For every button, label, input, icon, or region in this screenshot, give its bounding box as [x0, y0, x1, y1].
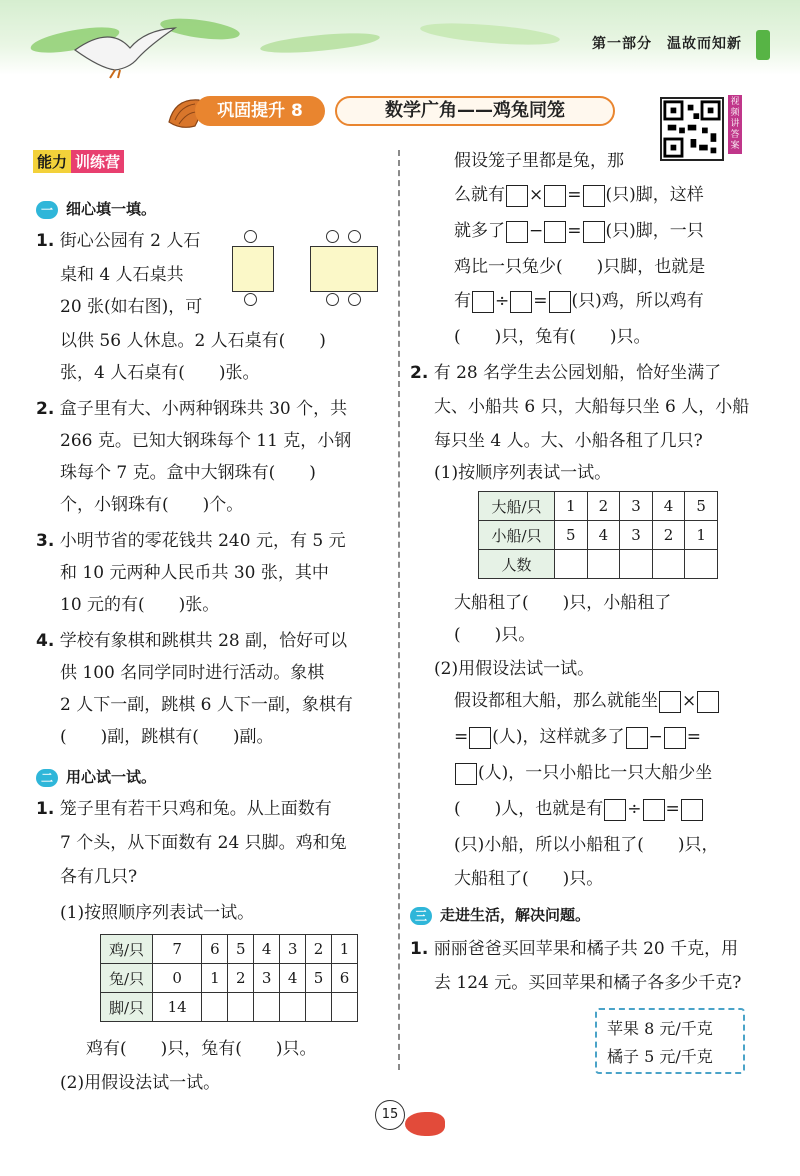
section-two-heading	[36, 766, 156, 787]
table-cell: 2	[228, 964, 254, 993]
header-accent-bar	[756, 30, 770, 60]
table-cell: 2	[587, 492, 620, 521]
answer-box[interactable]	[643, 799, 665, 821]
question-number: 2.	[410, 363, 429, 383]
stool	[244, 230, 257, 243]
table-row	[101, 935, 358, 964]
table-cell: 4	[652, 492, 685, 521]
equation-line	[454, 690, 720, 713]
answer-line: 大船租了( )只。	[454, 869, 604, 889]
equation-line	[454, 726, 701, 749]
question-text: 街心公园有 2 人石	[59, 231, 201, 251]
answer-box[interactable]	[664, 727, 686, 749]
answer-line: ( )只，兔有( )只。	[454, 327, 651, 347]
question-line	[36, 398, 347, 420]
answer-box[interactable]	[604, 799, 626, 821]
question-line: 张，4 人石桌有( )张。	[60, 363, 260, 383]
question-line: 20 张(如右图)，可	[60, 297, 203, 317]
section-three-heading	[410, 904, 590, 925]
question-text: 小明节省的零花钱共 240 元，有 5 元	[59, 531, 346, 551]
table-cell: 5	[685, 492, 718, 521]
question-number: 2.	[36, 399, 55, 419]
equation-text: (人)，这样就多了	[492, 727, 625, 747]
operator: ÷	[627, 799, 642, 819]
operator: −	[648, 727, 663, 747]
table-cell: 4	[254, 935, 280, 964]
price-tag	[595, 1008, 745, 1074]
table-cell: 4	[587, 521, 620, 550]
row-header: 人数	[479, 550, 555, 579]
question-line	[36, 630, 347, 652]
question-line: 7 个头，从下面数有 24 只脚。鸡和兔	[60, 833, 347, 853]
question-line: 假设笼子里都是兔，那	[454, 151, 624, 171]
equation-line	[454, 220, 704, 243]
answer-box[interactable]	[626, 727, 648, 749]
question-number: 1.	[36, 799, 55, 819]
table-cell: 6	[332, 964, 358, 993]
sub-question: (2)用假设法试一试。	[60, 1073, 221, 1093]
table-cell: 0	[153, 964, 202, 993]
answer-box[interactable]	[549, 291, 571, 313]
table-cell: 6	[202, 935, 228, 964]
table-cell: 5	[306, 964, 332, 993]
table-cell: 1	[555, 492, 588, 521]
table-cell: 3	[620, 521, 653, 550]
equation-text: 假设都租大船，那么就能坐	[454, 691, 658, 711]
question-line: 个，小钢珠有( )个。	[60, 495, 244, 515]
table-row	[479, 521, 718, 550]
question-line: 2 人下一副，跳棋 6 人下一副，象棋有	[60, 695, 353, 715]
table-cell: 1	[685, 521, 718, 550]
answer-box[interactable]	[455, 763, 477, 785]
ability-label-b: 训练营	[71, 150, 124, 173]
table-cell: 3	[280, 935, 306, 964]
stool	[348, 230, 361, 243]
operator: ×	[682, 691, 697, 711]
question-line: 和 10 元两种人民币共 30 张，其中	[60, 563, 329, 583]
table-cell: 3	[254, 964, 280, 993]
answer-box[interactable]	[681, 799, 703, 821]
question-line: 每只坐 4 人。大、小船各租了几只?	[434, 431, 703, 451]
equation-line	[454, 762, 712, 785]
question-text: 丽丽爸爸买回苹果和橘子共 20 千克，用	[433, 939, 739, 959]
operator: −	[529, 221, 544, 241]
answer-box[interactable]	[544, 185, 566, 207]
question-number: 3.	[36, 531, 55, 551]
table-cell: 5	[228, 935, 254, 964]
answer-cell[interactable]	[306, 993, 332, 1022]
section-badge: 二	[36, 769, 58, 787]
section-tag: 第一部分 温故而知新	[592, 36, 742, 52]
section-label: 细心填一填。	[66, 200, 157, 218]
question-number: 1.	[410, 939, 429, 959]
orange-price: 橘子 5 元/千克	[607, 1047, 713, 1066]
answer-line: 大船租了( )只，小船租了	[454, 593, 672, 613]
answer-line: 鸡有( )只，兔有( )只。	[86, 1039, 317, 1059]
section-badge: 三	[410, 907, 432, 925]
equation-text: (只)脚，这样	[605, 185, 704, 205]
answer-cell[interactable]	[685, 550, 718, 579]
equation-line	[454, 798, 704, 821]
fish-icon	[405, 1112, 445, 1136]
question-line: 桌和 4 人石桌共	[60, 265, 184, 285]
question-line: 供 100 名同学同时进行活动。象棋	[60, 663, 325, 683]
operator: =	[686, 727, 702, 747]
question-text: 有 28 名学生去公园划船，恰好坐满了	[433, 363, 722, 383]
sub-question: (2)用假设法试一试。	[434, 659, 595, 679]
equation-text: 就多了	[454, 221, 505, 241]
section-badge: 一	[36, 201, 58, 219]
table-cell: 7	[153, 935, 202, 964]
lesson-title	[165, 92, 620, 132]
question-line	[410, 938, 738, 960]
boat-table	[478, 491, 718, 579]
answer-cell[interactable]	[280, 993, 306, 1022]
lesson-number: 巩固提升 8	[195, 96, 325, 126]
question-number: 4.	[36, 631, 55, 651]
question-text: 盒子里有大、小两种钢珠共 30 个，共	[59, 399, 348, 419]
section-label: 用心试一试。	[66, 768, 157, 786]
answer-box[interactable]	[472, 291, 494, 313]
row-header: 小船/只	[479, 521, 555, 550]
answer-box[interactable]	[697, 691, 719, 713]
apple-price: 苹果 8 元/千克	[607, 1019, 713, 1038]
answer-cell[interactable]	[332, 993, 358, 1022]
question-number: 1.	[36, 231, 55, 251]
stool	[326, 293, 339, 306]
sub-question: (1)按顺序列表试一试。	[434, 463, 612, 483]
table-cell: 1	[332, 935, 358, 964]
table-cell: 5	[555, 521, 588, 550]
question-text: 学校有象棋和跳棋共 28 副，恰好可以	[59, 631, 348, 651]
answer-box[interactable]	[659, 691, 681, 713]
answer-cell[interactable]	[228, 993, 254, 1022]
four-person-table	[310, 246, 378, 292]
equation-text: (人)，一只小船比一只大船少坐	[478, 763, 713, 783]
question-line	[36, 798, 332, 820]
question-line: 各有几只?	[60, 867, 138, 887]
question-line: 鸡比一只兔少( )只脚，也就是	[454, 257, 706, 277]
table-row	[479, 492, 718, 521]
answer-line: (只)小船，所以小船租了( )只，	[454, 835, 719, 855]
row-header: 大船/只	[479, 492, 555, 521]
operator: =	[567, 221, 582, 241]
leaf-decoration	[419, 18, 560, 51]
question-line: ( )副，跳棋有( )副。	[60, 727, 274, 747]
question-line: 10 元的有( )张。	[60, 595, 220, 615]
stool	[244, 293, 257, 306]
answer-box[interactable]	[506, 185, 528, 207]
stool	[348, 293, 361, 306]
row-header: 兔/只	[101, 964, 153, 993]
table-cell: 4	[280, 964, 306, 993]
question-line: 大、小船共 6 只，大船每只坐 6 人，小船	[434, 397, 750, 417]
question-line: 去 124 元。买回苹果和橘子各多少千克?	[434, 973, 742, 993]
ability-label-a: 能力	[33, 150, 71, 173]
operator: =	[454, 727, 469, 747]
equation-text: 么就有	[454, 185, 505, 205]
operator: =	[533, 291, 548, 311]
operator: =	[665, 799, 680, 819]
answer-box[interactable]	[469, 727, 491, 749]
answer-box[interactable]	[583, 221, 605, 243]
page-number: 15	[375, 1100, 405, 1130]
answer-box[interactable]	[506, 221, 528, 243]
answer-box[interactable]	[510, 291, 532, 313]
question-line	[410, 362, 721, 384]
sub-question: (1)按照顺序列表试一试。	[60, 903, 255, 923]
section-label: 走进生活，解决问题。	[440, 906, 591, 924]
equation-text: (只)脚，一只	[605, 221, 704, 241]
row-header: 脚/只	[101, 993, 153, 1022]
equation-text: (只)鸡，所以鸡有	[571, 291, 704, 311]
lesson-topic: 数学广角——鸡兔同笼	[335, 96, 615, 126]
seagull-icon	[70, 20, 180, 80]
row-header: 鸡/只	[101, 935, 153, 964]
table-cell: 2	[652, 521, 685, 550]
question-line: 以供 56 人休息。2 人石桌有( )	[60, 331, 326, 351]
question-text: 笼子里有若干只鸡和兔。从上面数有	[59, 799, 332, 819]
question-line: 珠每个 7 克。盒中大钢珠有( )	[60, 463, 316, 483]
equation-line	[454, 184, 704, 207]
leaf-decoration	[260, 31, 381, 55]
answer-cell[interactable]	[587, 550, 620, 579]
chicken-rabbit-table	[100, 934, 358, 1022]
equation-text: 有	[454, 291, 471, 311]
table-cell: 3	[620, 492, 653, 521]
answer-cell[interactable]	[652, 550, 685, 579]
equation-line	[454, 290, 704, 313]
table-cell: 1	[202, 964, 228, 993]
page-header	[0, 0, 800, 75]
table-row	[101, 993, 358, 1022]
question-line: 266 克。已知大钢珠每个 11 克，小钢	[60, 431, 352, 451]
operator: ÷	[495, 291, 510, 311]
question-line	[36, 230, 200, 252]
answer-cell[interactable]	[555, 550, 588, 579]
ability-badge	[33, 150, 124, 174]
operator: =	[567, 185, 582, 205]
table-cell: 2	[306, 935, 332, 964]
stool	[326, 230, 339, 243]
qr-code-icon[interactable]	[660, 97, 724, 161]
table-row	[101, 964, 358, 993]
answer-box[interactable]	[544, 221, 566, 243]
table-row	[479, 550, 718, 579]
qr-label: 视频讲答案	[728, 95, 742, 154]
section-one-heading	[36, 198, 156, 219]
column-divider	[398, 150, 400, 1070]
operator: ×	[529, 185, 544, 205]
answer-cell[interactable]	[620, 550, 653, 579]
answer-box[interactable]	[583, 185, 605, 207]
equation-text: ( )人，也就是有	[454, 799, 604, 819]
answer-cell[interactable]	[254, 993, 280, 1022]
answer-line: ( )只。	[454, 625, 536, 645]
question-line	[36, 530, 346, 552]
answer-cell[interactable]	[202, 993, 228, 1022]
table-cell: 14	[153, 993, 202, 1022]
two-person-table	[232, 246, 274, 292]
